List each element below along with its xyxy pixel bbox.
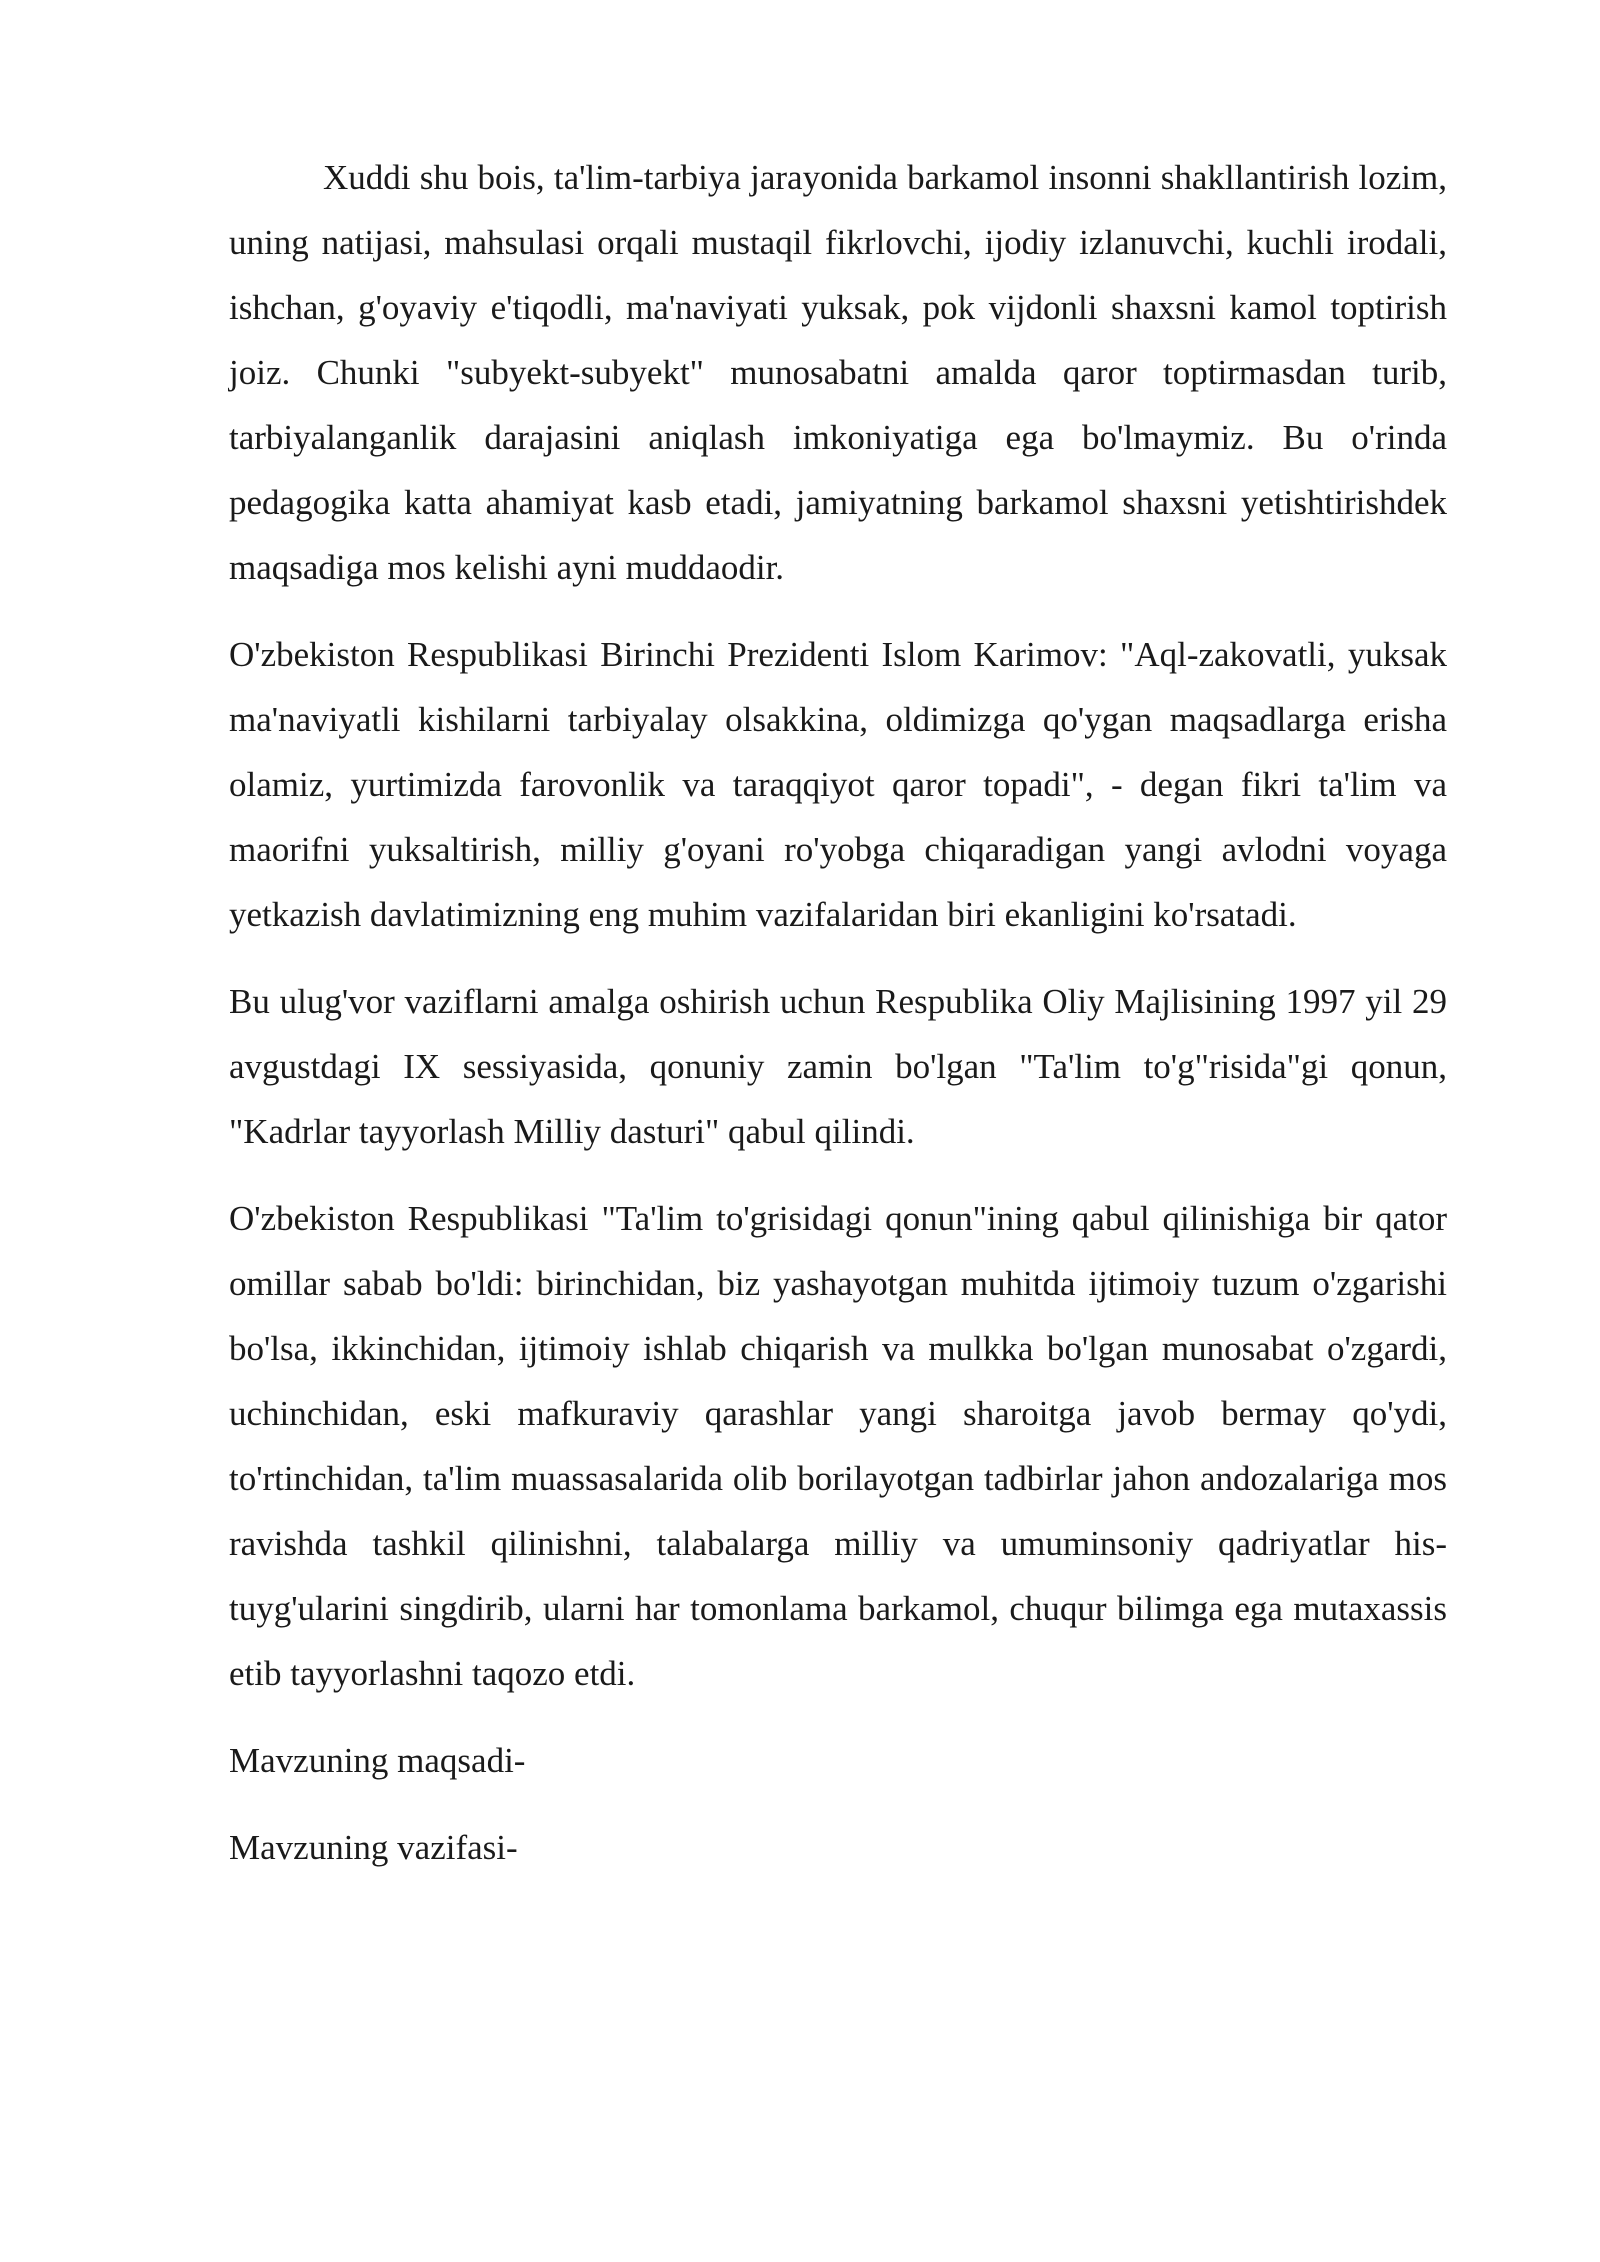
paragraph-intro: Xuddi shu bois, ta'lim-tarbiya jarayonida barkamol insonni shakllantirish lozim, uning natijasi, mahsulasi orqali mustaqil fikrlovchi, ijodiy izlanuvchi, kuchli irodali, ishchan, g'oyaviy e'tiqodli, ma'naviyati yuksak, pok vijdonli shaxsni kamol toptirish joiz. Chunki "subyekt-subyekt" munosabatni amalda qaror toptirmasdan turib, tarbiyalanganlik darajasini aniqlash imkoniyatiga ega bo'lmaymiz. Bu o'rinda pedagogika katta ahamiyat kasb etadi, jamiyatning barkamol shaxsni yetishtirishdek maqsadiga mos kelishi ayni muddaodir.: [229, 158, 1447, 587]
topic-goal-line: Mavzuning maqsadi-: [229, 1741, 526, 1780]
paragraph-talim-qonun: O'zbekiston Respublikasi "Ta'lim to'grisidagi qonun"ining qabul qilinishiga bir qator omillar sabab bo'ldi: birinchidan, biz yashayotgan muhitda ijtimoiy tuzum o'zgarishi bo'lsa, ikkinchidan, ijtimoiy ishlab chiqarish va mulkka bo'lgan munosabat o'zgardi, uchinchidan, eski mafkuraviy qarashlar yangi sharoitga javob bermay qo'ydi, to'rtinchidan, ta'lim muassasalarida olib borilayotgan tadbirlar jahon andozalariga mos ravishda tashkil qilinishni, talabalarga milliy va umuminsoniy qadriyatlar his-tuyg'ularini singdirib, ularni har tomonlama barkamol, chuqur bilimga ega mutaxassis etib tayyorlashni taqozo etdi.: [229, 1199, 1447, 1693]
paragraph-oliy-majlis: Bu ulug'vor vaziflarni amalga oshirish uchun Respublika Oliy Majlisining 1997 yil 29 avgustdagi IX sessiyasida, qonuniy zamin bo'lgan "Ta'lim to'g"risida"gi qonun, "Kadrlar tayyorlash Milliy dasturi" qabul qilindi.: [229, 982, 1447, 1151]
paragraph-karimov-quote: O'zbekiston Respublikasi Birinchi Prezidenti Islom Karimov: "Aql-zakovatli, yuksak ma'naviyatli kishilarni tarbiyalay olsakkina, oldimizga qo'ygan maqsadlarga erisha olamiz, yurtimizda farovonlik va taraqqiyot qaror topadi", - degan fikri ta'lim va maorifni yuksaltirish, milliy g'oyani ro'yobga chiqaradigan yangi avlodni voyaga yetkazish davlatimizning eng muhim vazifalaridan biri ekanligini ko'rsatadi.: [229, 635, 1447, 934]
document-body: [229, 145, 1447, 1902]
topic-task-line: Mavzuning vazifasi-: [229, 1828, 518, 1867]
